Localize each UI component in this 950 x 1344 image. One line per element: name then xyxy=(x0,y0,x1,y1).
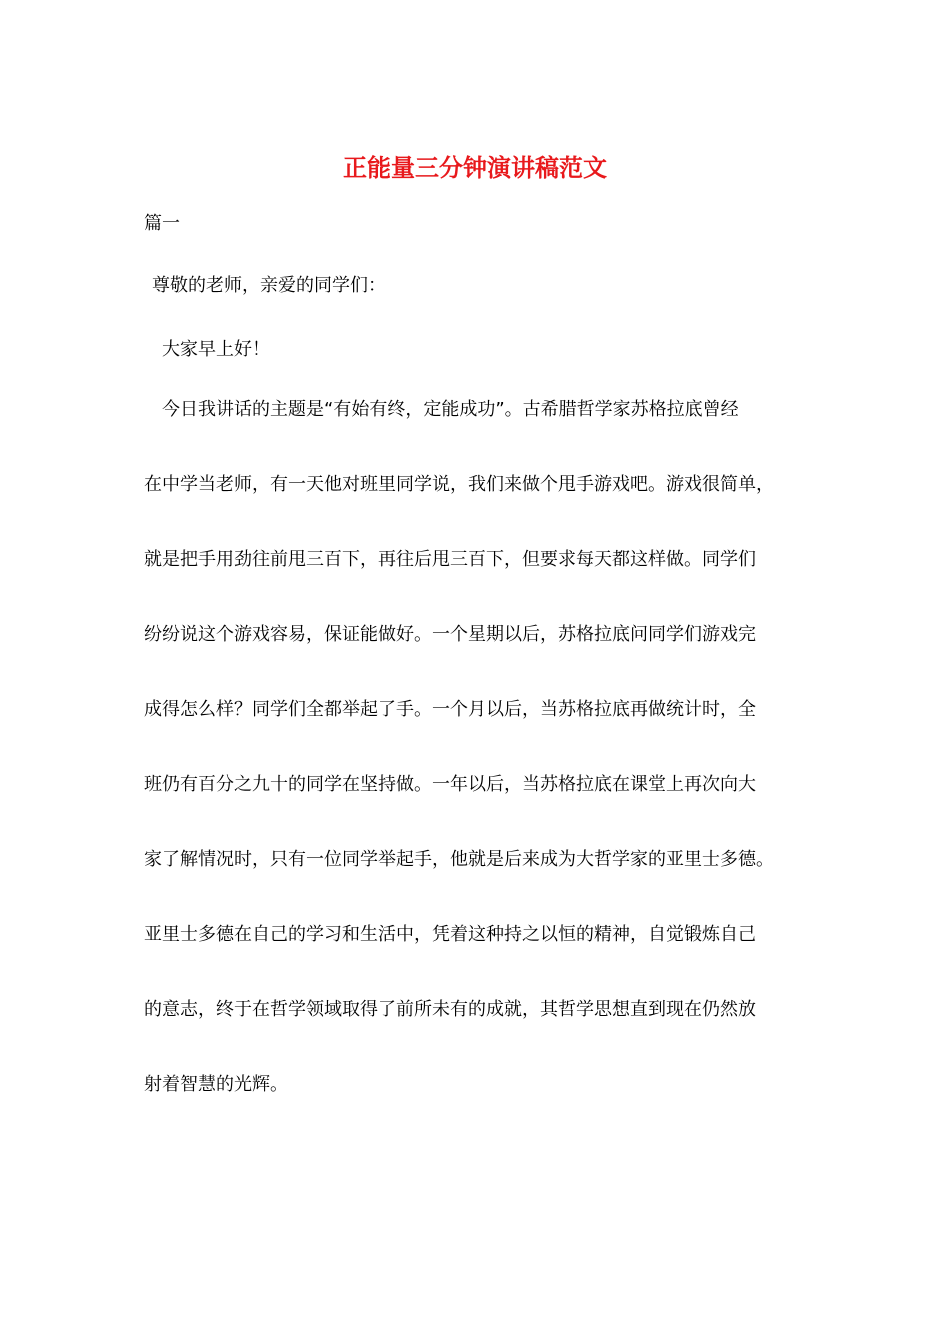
body-line: 班仍有百分之九十的同学在坚持做。一年以后，当苏格拉底在课堂上再次向大 xyxy=(144,774,756,795)
greeting-line: 大家早上好！ xyxy=(162,339,270,360)
body-line: 就是把手用劲往前甩三百下，再往后甩三百下，但要求每天都这样做。同学们 xyxy=(144,549,756,570)
body-line: 今日我讲话的主题是“有始有终，定能成功”。古希腊哲学家苏格拉底曾经 xyxy=(162,399,739,420)
document-title: 正能量三分钟演讲稿范文 xyxy=(343,153,607,182)
salutation-line: 尊敬的老师，亲爱的同学们： xyxy=(152,275,386,296)
body-line: 在中学当老师，有一天他对班里同学说，我们来做个甩手游戏吧。游戏很简单， xyxy=(144,474,774,495)
body-line: 纷纷说这个游戏容易，保证能做好。一个星期以后，苏格拉底问同学们游戏完 xyxy=(144,624,756,645)
body-line: 亚里士多德在自己的学习和生活中，凭着这种持之以恒的精神，自觉锻炼自己 xyxy=(144,924,756,945)
body-line: 的意志，终于在哲学领域取得了前所未有的成就，其哲学思想直到现在仍然放 xyxy=(144,999,756,1020)
body-line: 成得怎么样？同学们全都举起了手。一个月以后，当苏格拉底再做统计时，全 xyxy=(144,699,756,720)
body-line: 家了解情况时，只有一位同学举起手，他就是后来成为大哲学家的亚里士多德。 xyxy=(144,849,774,870)
speech-body xyxy=(144,397,809,1147)
body-line: 射着智慧的光辉。 xyxy=(144,1074,288,1095)
section-label: 篇一 xyxy=(144,213,180,234)
